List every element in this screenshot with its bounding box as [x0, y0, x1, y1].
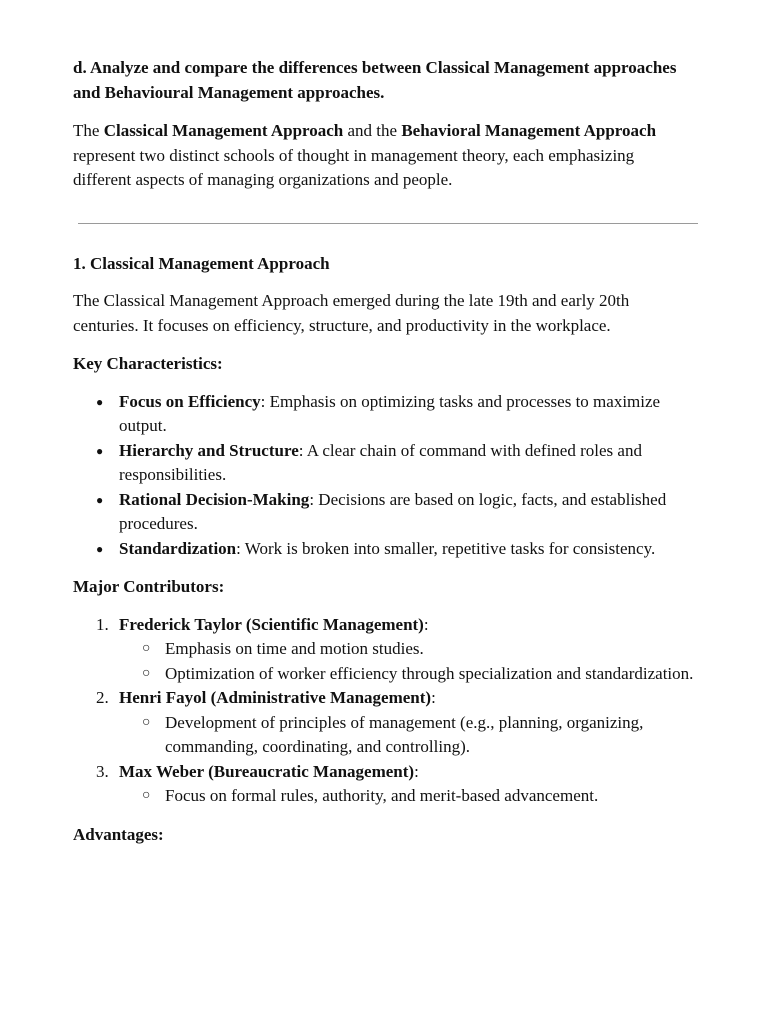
key-characteristics-heading: Key Characteristics: [73, 354, 223, 373]
question-heading: d. Analyze and compare the differences between Classical Management approaches and Behavioural Management approaches. [73, 58, 677, 102]
characteristics-list [73, 390, 694, 562]
behavioral-term: Behavioral Management Approach [401, 121, 657, 140]
list-item: ● Rational Decision-Making: Decisions are based on logic, facts, and established procedures. [119, 488, 694, 537]
list-item: ● Standardization: Work is broken into smaller, repetitive tasks for consistency. [119, 537, 694, 562]
list-item: ○ Development of principles of management (e.g., planning, organizing, commanding, coordinating, and controlling). [165, 711, 694, 760]
list-item: ○ Focus on formal rules, authority, and merit-based advancement. [165, 784, 694, 809]
contributor-points [119, 711, 694, 760]
contributor-item: 2. Henri Fayol (Administrative Management): ○ Development of principles of management (e.g., planning, organizing, commanding, coordinating, and controlling). [119, 686, 694, 760]
classical-term: Classical Management Approach [103, 121, 344, 140]
section-paragraph: The Classical Management Approach emerged during the late 19th and early 20th centuries. It focuses on efficiency, structure, and productivity in the workplace. [73, 291, 630, 335]
contributors-list [73, 613, 694, 809]
contributor-points [119, 637, 694, 686]
list-item: ○ Emphasis on time and motion studies. [165, 637, 694, 662]
section-heading-classical: 1. Classical Management Approach [73, 253, 330, 273]
intro-paragraph: The Classical Management Approach and the Behavioral Management Approach represent two distinct schools of thought in management theory, each emphasizing different aspects of managing organizations and people. [73, 121, 657, 189]
contributor-points [119, 784, 694, 809]
horizontal-divider [78, 223, 698, 224]
advantages-heading: Advantages: [73, 824, 164, 844]
major-contributors-heading: Major Contributors: [73, 577, 225, 596]
list-item: ● Hierarchy and Structure: A clear chain of command with defined roles and responsibilities. [119, 439, 694, 488]
list-item: ○ Optimization of worker efficiency through specialization and standardization. [165, 662, 694, 687]
contributor-item: 3. Max Weber (Bureaucratic Management): ○ Focus on formal rules, authority, and merit-based advancement. [119, 760, 694, 809]
contributor-item: 1. Frederick Taylor (Scientific Management): ○ Emphasis on time and motion studies. ○ Optimization of worker efficiency through specialization and standardization. [119, 613, 694, 687]
list-item: ● Focus on Efficiency: Emphasis on optimizing tasks and processes to maximize output. [119, 390, 694, 439]
